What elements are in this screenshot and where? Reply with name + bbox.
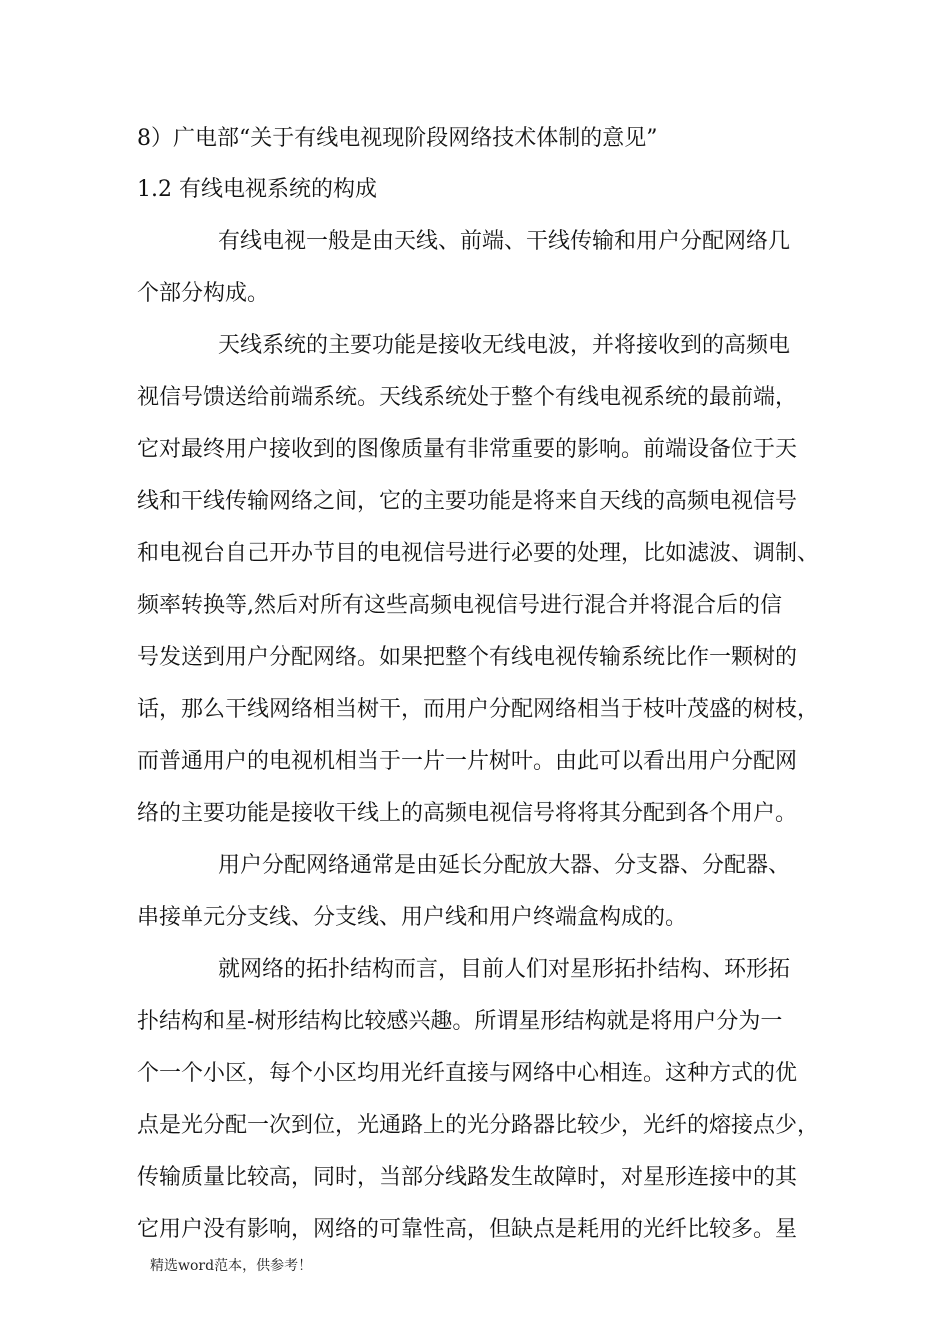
paragraph-line: 串接单元分支线、分支线、用户线和用户终端盒构成的。: [137, 905, 688, 930]
paragraph-line: 线和干线传输网络之间，它的主要功能是将来自天线的高频电视信号: [137, 489, 798, 514]
page-footer-note: 精选word范本，供参考！: [150, 1258, 313, 1274]
paragraph-line: 频率转换等,然后对所有这些高频电视信号进行混合并将混合后的信: [137, 593, 782, 618]
paragraph-line: 和电视台自己开办节目的电视信号进行必要的处理，比如滤波、调制、: [137, 541, 820, 566]
section-heading: 1.2 有线电视系统的构成: [137, 177, 377, 202]
paragraph-line: 就网络的拓扑结构而言，目前人们对星形拓扑结构、环形拓: [218, 957, 791, 982]
paragraph-line: 话，那么干线网络相当树干，而用户分配网络相当于枝叶茂盛的树枝，: [137, 697, 820, 722]
paragraph-line: 有线电视一般是由天线、前端、干线传输和用户分配网络几: [218, 229, 791, 254]
paragraph-line: 号发送到用户分配网络。如果把整个有线电视传输系统比作一颗树的: [137, 645, 798, 670]
paragraph-line: 传输质量比较高，同时，当部分线路发生故障时，对星形连接中的其: [137, 1165, 798, 1190]
paragraph-line: 它对最终用户接收到的图像质量有非常重要的影响。前端设备位于天: [137, 437, 798, 462]
paragraph-line: 络的主要功能是接收干线上的高频电视信号将将其分配到各个用户。: [137, 801, 798, 826]
paragraph-line: 扑结构和星-树形结构比较感兴趣。所谓星形结构就是将用户分为一: [137, 1009, 783, 1034]
paragraph-line: 而普通用户的电视机相当于一片一片树叶。由此可以看出用户分配网: [137, 749, 798, 774]
paragraph-line: 它用户没有影响，网络的可靠性高，但缺点是耗用的光纤比较多。星: [137, 1217, 798, 1242]
paragraph-line: 用户分配网络通常是由延长分配放大器、分支器、分配器、: [218, 853, 791, 878]
paragraph-line: 个部分构成。: [137, 281, 270, 306]
paragraph-line: 点是光分配一次到位，光通路上的光分路器比较少，光纤的熔接点少，: [137, 1113, 820, 1138]
list-item-reference: 8）广电部“关于有线电视现阶段网络技术体制的意见”: [137, 126, 658, 151]
paragraph-line: 视信号馈送给前端系统。天线系统处于整个有线电视系统的最前端，: [137, 385, 798, 410]
paragraph-line: 个一个小区，每个小区均用光纤直接与网络中心相连。这种方式的优: [137, 1061, 798, 1086]
paragraph-line: 天线系统的主要功能是接收无线电波，并将接收到的高频电: [218, 333, 791, 358]
